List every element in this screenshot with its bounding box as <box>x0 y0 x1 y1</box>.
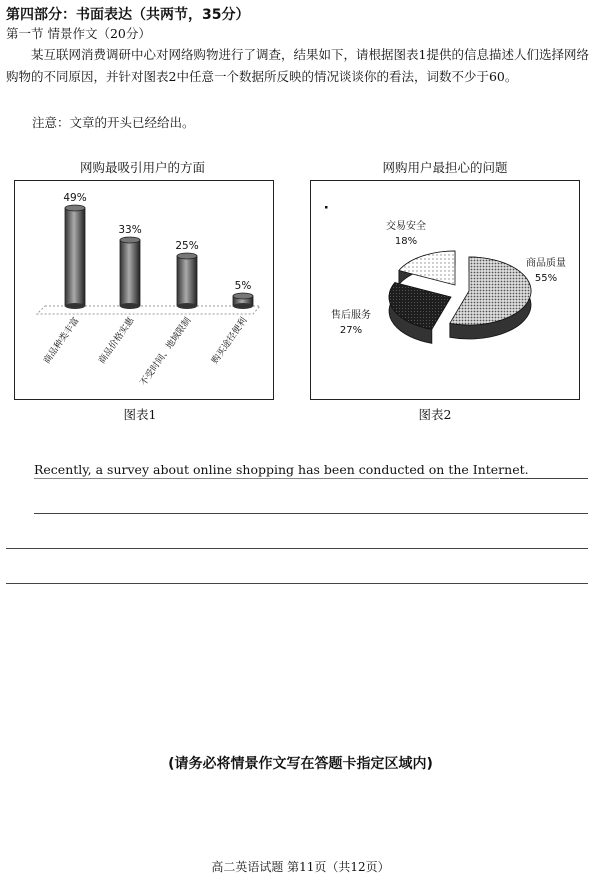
chart2-caption: 图表2 <box>418 407 452 422</box>
chart1-title: 网购最吸引用户的方面 <box>79 160 205 175</box>
subsection-title: 第一节 情景作文（20分） <box>6 26 151 41</box>
bar <box>233 293 253 309</box>
bar-base <box>120 303 140 309</box>
bar-body <box>120 240 140 306</box>
task-note: 注意：文章的开头已经给出。 <box>32 115 195 130</box>
pie-slice-value: 27% <box>339 325 363 336</box>
chart1-frame <box>14 180 274 400</box>
bar-base <box>177 303 197 309</box>
chart2-frame <box>310 180 580 400</box>
bar-top <box>177 253 197 259</box>
task-instructions: 某互联网消费调研中心对网络购物进行了调查，结果如下，请根据图表1提供的信息描述人们选择网络购物的不同原因，并针对图表2中任意一个数据所反映的情况谈谈你的看法，词数不少于60。 <box>6 47 589 84</box>
pie-slice-top <box>399 251 455 285</box>
bar-top <box>233 293 253 299</box>
pie-slice-label: 售后服务 <box>331 310 371 321</box>
writing-line <box>34 513 588 514</box>
page-footer: 高二英语试题 第11页（共12页） <box>211 860 390 874</box>
bar-category-label: 不受时间、地域限制 <box>138 315 194 389</box>
bar-body <box>177 256 197 306</box>
pie-slice <box>399 251 455 285</box>
marker-dot <box>325 206 328 209</box>
pie-slice <box>389 283 451 344</box>
bar <box>65 205 85 309</box>
chart2-title: 网购用户最担心的问题 <box>382 160 508 175</box>
bar-value-label: 33% <box>118 224 142 236</box>
section-header: 第四部分：书面表达（共两节，35分） <box>6 7 250 23</box>
bar-category-label: 商品价格实惠 <box>97 315 137 366</box>
bar-category-label: 购买途径便利 <box>210 315 250 366</box>
essay-opening-sentence: Recently, a survey about online shopping has been conducted on the Internet. <box>34 462 529 477</box>
bar-chart <box>15 181 272 398</box>
bar-base <box>65 303 85 309</box>
bar-value-label: 49% <box>63 192 87 204</box>
chart1-caption: 图表1 <box>123 407 157 422</box>
pie-slice <box>450 257 531 339</box>
pie-chart <box>311 181 578 398</box>
pie-slice-label: 商品质量 <box>526 258 566 269</box>
bar-value-label: 5% <box>234 280 252 292</box>
writing-line <box>6 548 588 549</box>
bar-value-label: 25% <box>175 240 199 252</box>
bar-body <box>65 208 85 306</box>
bar-top <box>120 237 140 243</box>
pie-slice-value: 55% <box>534 273 558 284</box>
bar <box>120 237 140 309</box>
bar-category-label: 商品种类丰富 <box>42 315 82 366</box>
bar-base <box>233 303 253 309</box>
writing-line <box>500 478 588 479</box>
answer-sheet-reminder: (请务必将情景作文写在答题卡指定区域内) <box>168 756 433 772</box>
pie-slice-value: 18% <box>394 236 418 247</box>
pie-slice-label: 交易安全 <box>386 221 426 232</box>
bar-top <box>65 205 85 211</box>
bar <box>177 253 197 309</box>
writing-line <box>6 583 588 584</box>
writing-line <box>34 478 499 479</box>
